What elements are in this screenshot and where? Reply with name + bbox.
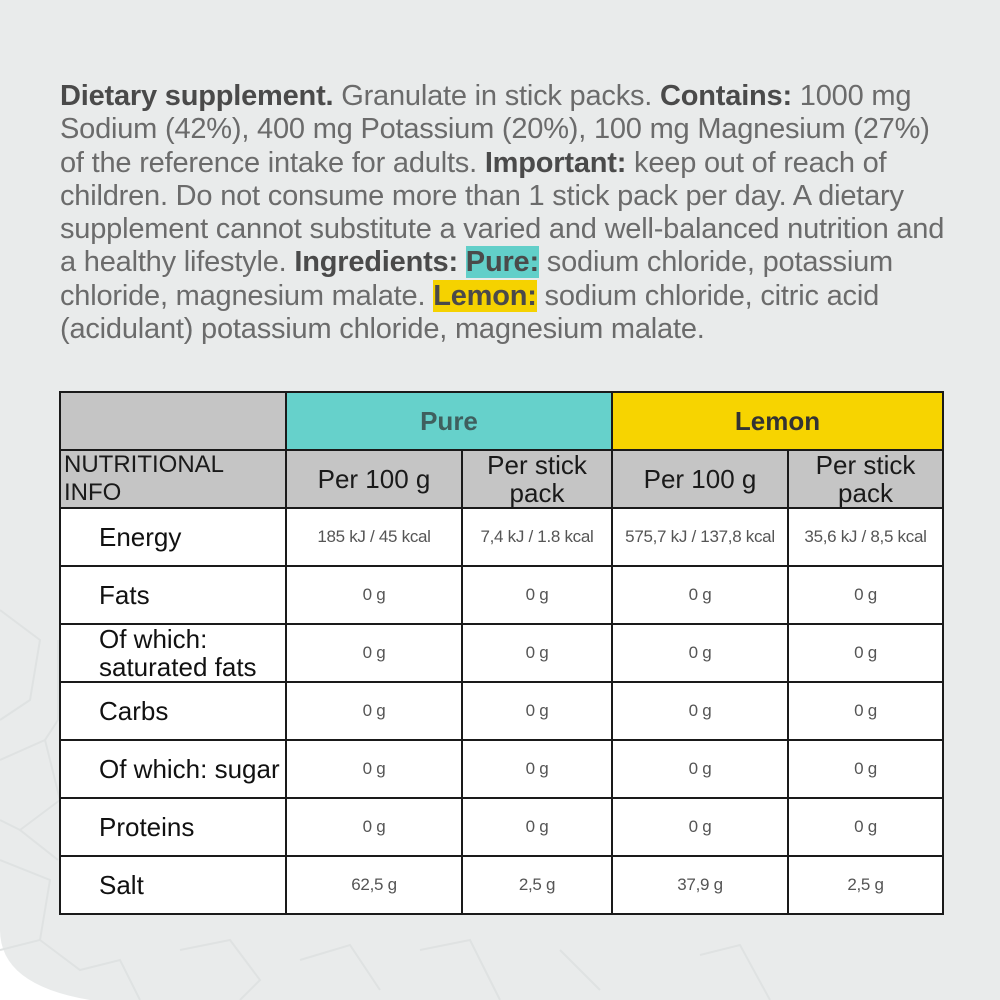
contains-text: 1000 mg Sodium (42%), 400 mg Potassium (20%), 100 mg Magnesium (27%) of the reference intake for adults. [60,80,930,179]
row-label: Carbs [60,682,286,740]
table-cell: 0 g [286,682,462,740]
description-text: Granulate in stick packs. [333,80,661,112]
table-cell: 0 g [612,682,788,740]
table-cell: 2,5 g [788,856,943,914]
table-cell: 575,7 kJ / 137,8 kcal [612,508,788,566]
row-label: Energy [60,508,286,566]
row-label: Salt [60,856,286,914]
lemon-ingredients: sodium chloride, citric acid (acidulant) potassium chloride, magnesium malate. [60,279,880,346]
table-cell: 0 g [462,798,612,856]
lemon-label: Lemon: [433,279,537,312]
table-cell: 0 g [788,566,943,624]
table-cell: 35,6 kJ / 8,5 kcal [788,508,943,566]
dietary-supplement-heading: Dietary supplement. [60,80,334,112]
table-cell: 0 g [612,740,788,798]
lemon-group-header: Lemon [612,392,943,450]
column-header-row [60,450,943,508]
important-text: keep out of reach of children. Do not consume more than 1 stick pack per day. A dietary supplement cannot substitute a varied and well-balanced nutrition and a healthy lifestyle. [60,146,945,279]
table-cell: 0 g [788,740,943,798]
pure-per-100g-header: Per 100 g [286,450,462,508]
table-row-sugar [60,740,943,798]
table-row-fats [60,566,943,624]
table-cell: 37,9 g [612,856,788,914]
contains-heading: Contains: [660,80,792,112]
row-label: Proteins [60,798,286,856]
header-blank-cell [60,392,286,450]
table-cell: 185 kJ / 45 kcal [286,508,462,566]
group-header-row [60,392,943,450]
ingredients-heading: Ingredients: [294,246,458,279]
table-cell: 0 g [286,566,462,624]
table-cell: 2,5 g [462,856,612,914]
pure-group-header: Pure [286,392,612,450]
table-cell: 0 g [462,682,612,740]
table-cell: 0 g [788,798,943,856]
row-label: Of which: sugar [60,740,286,798]
table-cell: 0 g [612,566,788,624]
row-label: Of which: saturated fats [60,624,286,682]
nutritional-info-header: NUTRITIONAL INFO [60,450,286,508]
table-row-energy [60,508,943,566]
table-cell: 0 g [286,798,462,856]
row-label: Fats [60,566,286,624]
lemon-per-100g-header: Per 100 g [612,450,788,508]
nutrition-table [59,391,944,915]
table-row-salt [60,856,943,914]
lemon-per-stick-header: Per stick pack [788,450,943,508]
table-cell: 0 g [462,566,612,624]
pure-ingredients: sodium chloride, potassium chloride, magnesium malate. [60,246,893,312]
table-row-carbs [60,682,943,740]
table-row-proteins [60,798,943,856]
table-cell: 0 g [286,624,462,682]
table-cell: 7,4 kJ / 1.8 kcal [462,508,612,566]
pure-label: Pure: [465,246,539,279]
table-cell: 0 g [462,740,612,798]
table-cell: 0 g [462,624,612,682]
table-cell: 0 g [788,682,943,740]
table-cell: 0 g [612,624,788,682]
product-description [60,80,960,346]
table-cell: 0 g [286,740,462,798]
table-cell: 0 g [612,798,788,856]
table-row-saturated-fats [60,624,943,682]
table-cell: 62,5 g [286,856,462,914]
important-heading: Important: [484,146,627,179]
pure-per-stick-header: Per stick pack [462,450,612,508]
table-cell: 0 g [788,624,943,682]
